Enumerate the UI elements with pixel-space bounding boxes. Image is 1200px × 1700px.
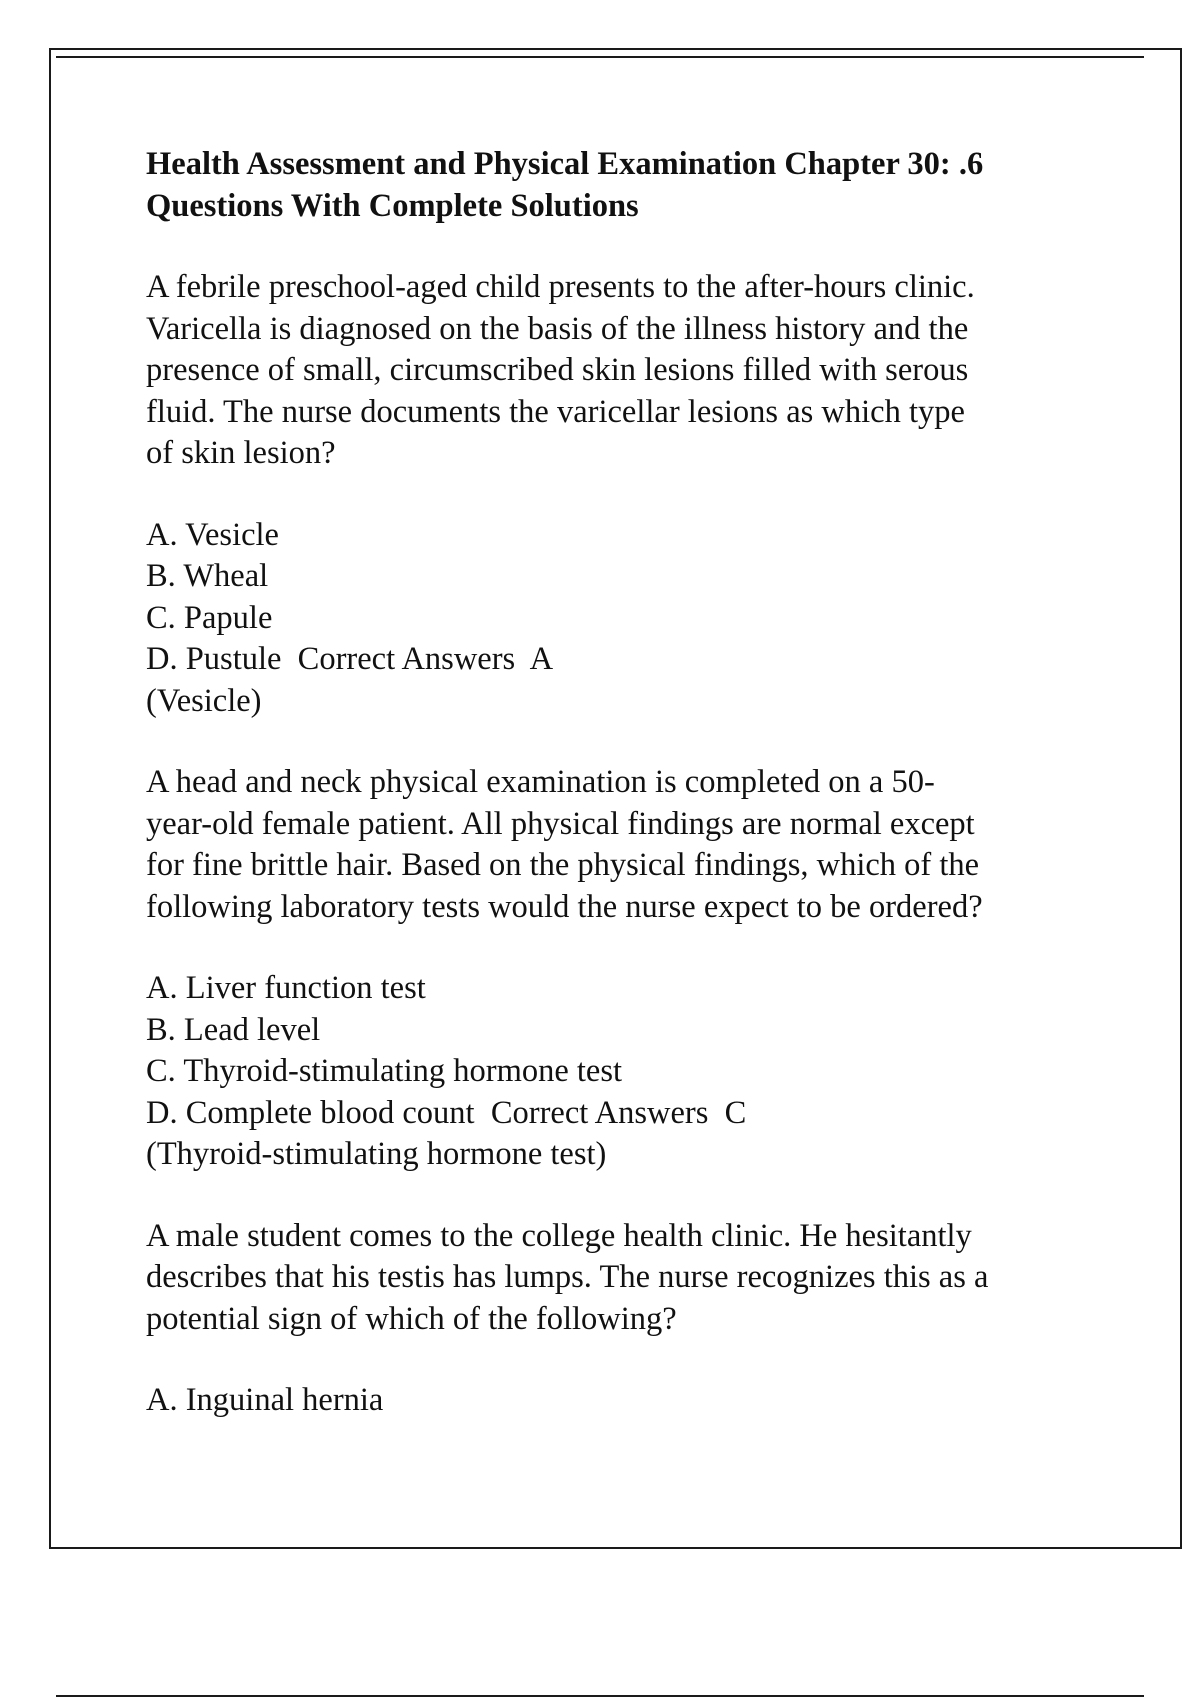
option-line: A. Vesicle — [146, 516, 279, 553]
question-1-stem — [146, 267, 1106, 475]
question-2-options — [146, 968, 1106, 1176]
stem-line: Varicella is diagnosed on the basis of the illness history and the — [146, 310, 969, 347]
answer-explanation: (Vesicle) — [146, 682, 262, 719]
stem-line: presence of small, circumscribed skin lesions filled with serous — [146, 352, 969, 388]
stem-line: potential sign of which of the following? — [146, 1300, 677, 1337]
stem-line: describes that his testis has lumps. The nurse recognizes this as a — [146, 1259, 989, 1295]
stem-line: A febrile preschool-aged child presents to the after-hours clinic. — [146, 269, 975, 305]
stem-line: A head and neck physical examination is completed on a 50- — [146, 764, 935, 800]
stem-line: of skin lesion? — [146, 435, 336, 471]
document-body — [146, 144, 1106, 1462]
option-line: B. Lead level — [146, 1011, 321, 1048]
option-line: C. Papule — [146, 599, 273, 636]
stem-line: following laboratory tests would the nurse expect to be ordered? — [146, 888, 983, 925]
stem-line: year-old female patient. All physical findings are normal except — [146, 805, 975, 842]
option-line: C. Thyroid-stimulating hormone test — [146, 1053, 623, 1089]
title-line: Health Assessment and Physical Examination Chapter 30: .6 — [146, 146, 984, 182]
question-3-options — [146, 1380, 1106, 1422]
stem-line: A male student comes to the college health clinic. He hesitantly — [146, 1217, 972, 1254]
option-line-with-answer: D. Pustule Correct Answers A — [146, 641, 554, 677]
question-1-options — [146, 515, 1106, 723]
document-title — [146, 144, 1106, 227]
option-line-with-answer: D. Complete blood count Correct Answers C — [146, 1094, 747, 1131]
footer-rule — [56, 1695, 1144, 1697]
stem-line: fluid. The nurse documents the varicellar lesions as which type — [146, 393, 965, 430]
header-rule — [56, 56, 1144, 58]
stem-line: for fine brittle hair. Based on the physical findings, which of the — [146, 847, 980, 883]
option-line: A. Liver function test — [146, 970, 426, 1006]
option-line: A. Inguinal hernia — [146, 1382, 384, 1418]
question-2-stem — [146, 762, 1106, 928]
title-line: Questions With Complete Solutions — [146, 187, 639, 224]
question-3-stem — [146, 1216, 1106, 1341]
option-line: B. Wheal — [146, 558, 269, 594]
answer-explanation: (Thyroid-stimulating hormone test) — [146, 1136, 607, 1172]
